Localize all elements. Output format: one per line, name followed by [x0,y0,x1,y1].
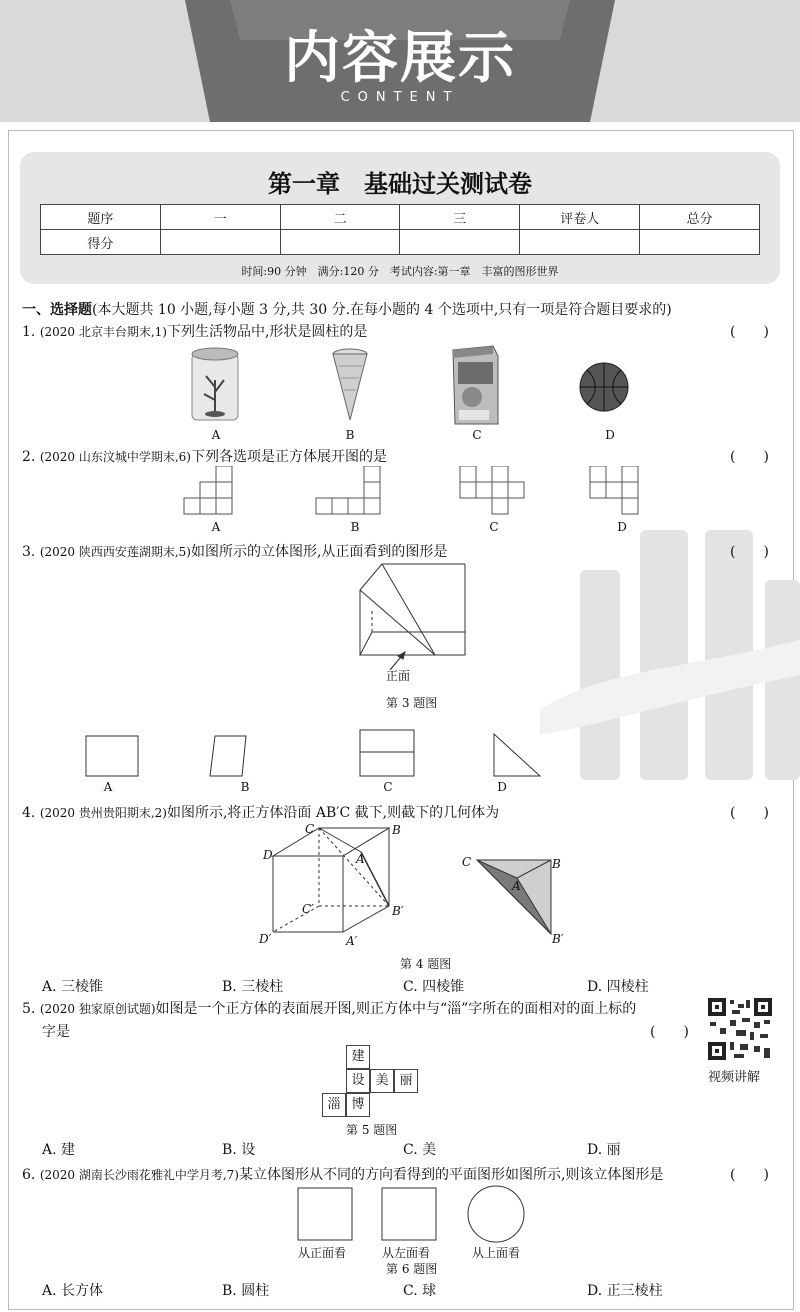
option-label: B [345,428,355,442]
answer-paren[interactable]: ( ) [730,805,769,821]
score-input-cell[interactable] [160,230,280,255]
section-note: (本大题共 10 小题,每小题 3 分,共 30 分.在每小题的 4 个选项中,只有一项是符合题目要求的) [92,302,672,318]
question-6 [22,1164,663,1184]
net-d [590,466,638,514]
exam-meta: 时间:90 分钟 满分:120 分 考试内容:第一章 丰富的图形世界 [241,265,559,278]
section-title [22,299,672,319]
question-number: 4. [22,805,36,821]
vertex-label: B′ [392,904,404,918]
cone-icon [333,349,367,420]
question-4 [22,802,499,822]
figure-caption: 第 5 题图 [346,1123,398,1137]
choice-b[interactable]: B. 三棱柱 [222,979,284,995]
table-row [41,205,760,230]
front-label: 正面 [386,669,411,683]
net-c [460,466,524,514]
vertex-label: D′ [259,932,272,946]
option-label: D [497,780,507,794]
choice-a[interactable]: A. 三棱锥 [42,979,104,995]
table-cell: 三 [400,205,520,230]
vertex-label: B [392,823,401,837]
net-a [184,466,232,514]
net-cell: 建 [346,1045,370,1069]
answer-paren[interactable]: ( ) [730,544,769,560]
answer-paren[interactable]: ( ) [730,324,769,340]
net-cell: 丽 [394,1069,418,1093]
figure-caption: 第 6 题图 [386,1262,438,1276]
question-source: (2020 贵州贵阳期末,2) [39,806,167,820]
figure-caption: 第 3 题图 [386,696,438,710]
choice-d[interactable]: D. 正三棱柱 [587,1283,663,1299]
option-label: B [240,780,250,794]
view-label: 从正面看 [298,1246,347,1260]
table-cell: 得分 [41,230,161,255]
vertex-label: C [305,822,315,836]
answer-paren[interactable]: ( ) [730,449,769,465]
option-label: C [489,520,499,534]
option-label: A [211,428,221,442]
question-source: (2020 北京丰台期末,1) [39,325,167,339]
question-text: 如图所示,将正方体沿面 AB′C 截下,则截下的几何体为 [166,805,500,821]
net-cell: 设 [346,1069,370,1093]
vertex-label: C [462,855,472,869]
option-label: B [350,520,360,534]
q3-solid [350,560,480,680]
question-number: 3. [22,544,36,560]
question-text: 某立体图形从不同的方向看得到的平面图形如图所示,则该立体图形是 [238,1167,664,1183]
qr-caption: 视频讲解 [708,1070,761,1085]
chapter-title: 第一章 基础过关测试卷 [268,170,532,198]
question-3 [22,541,447,561]
net-cell: 淄 [322,1093,346,1117]
net-cell: 美 [370,1069,394,1093]
question-number: 6. [22,1167,36,1183]
net-b [316,466,380,514]
vertex-label: A [512,879,521,893]
question-text: 如图所示的立体图形,从正面看到的图形是 [190,544,448,560]
table-cell: 总分 [640,205,760,230]
option-label: D [617,520,627,534]
banner-title: 内容展示 [284,26,516,91]
figure-caption: 第 4 题图 [400,957,452,971]
vertex-label: A′ [346,934,358,948]
q4-cube [255,822,575,950]
choice-b[interactable]: B. 圆柱 [222,1283,270,1299]
option-label: C [472,428,482,442]
answer-paren[interactable]: ( ) [650,1024,689,1040]
canister-icon [192,348,238,420]
choice-a[interactable]: A. 建 [42,1142,76,1158]
vertex-label: B [552,857,561,871]
question-text-cont: 字是 [42,1024,70,1040]
question-source: (2020 独家原创试题) [39,1002,156,1016]
table-cell: 题序 [41,205,161,230]
vertex-label: B′ [552,932,564,946]
table-row [41,230,760,255]
vertex-label: C′ [302,902,314,916]
table-cell: 一 [160,205,280,230]
answer-paren[interactable]: ( ) [730,1167,769,1183]
basketball-icon [580,363,628,411]
choice-d[interactable]: D. 四棱柱 [587,979,649,995]
section-title-label: 一、选择题 [22,302,92,318]
score-input-cell[interactable] [400,230,520,255]
q6-views [290,1184,530,1244]
question-5 [22,998,636,1018]
question-number: 2. [22,449,36,465]
vertex-label: D [263,848,273,862]
choice-d[interactable]: D. 丽 [587,1142,621,1158]
choice-c[interactable]: C. 美 [403,1142,437,1158]
carton-icon [453,346,498,424]
score-input-cell[interactable] [520,230,640,255]
score-table [40,204,760,255]
banner-subtitle: CONTENT [340,90,460,105]
question-text: 下列生活物品中,形状是圆柱的是 [166,324,368,340]
question-source: (2020 陕西西安莲湖期末,5) [39,545,191,559]
score-input-cell[interactable] [640,230,760,255]
option-label: D [605,428,615,442]
question-1 [22,321,367,341]
question-2 [22,446,387,466]
choice-c[interactable]: C. 球 [403,1283,437,1299]
view-label: 从左面看 [382,1246,431,1260]
option-label: A [211,520,221,534]
question-source: (2020 山东汶城中学期末,6) [39,450,191,464]
option-label: A [103,780,113,794]
choice-b[interactable]: B. 设 [222,1142,256,1158]
question-source: (2020 湖南长沙雨花雅礼中学月考,7) [39,1168,239,1182]
q3-options [80,728,550,780]
q1-objects [180,342,640,427]
option-label: C [383,780,393,794]
question-text: 如图是一个正方体的表面展开图,则正方体中与“淄”字所在的面相对的面上标的 [155,1001,637,1017]
vertex-label: A [356,852,365,866]
view-label: 从上面看 [472,1246,521,1260]
question-text: 下列各选项是正方体展开图的是 [190,449,387,465]
net-cell: 博 [346,1093,370,1117]
choice-c[interactable]: C. 四棱锥 [403,979,465,995]
choice-a[interactable]: A. 长方体 [42,1283,104,1299]
q2-nets [180,466,640,518]
score-input-cell[interactable] [280,230,400,255]
qr-code-icon[interactable] [706,996,774,1062]
table-cell: 二 [280,205,400,230]
question-number: 5. [22,1001,36,1017]
table-cell: 评卷人 [520,205,640,230]
question-number: 1. [22,324,36,340]
